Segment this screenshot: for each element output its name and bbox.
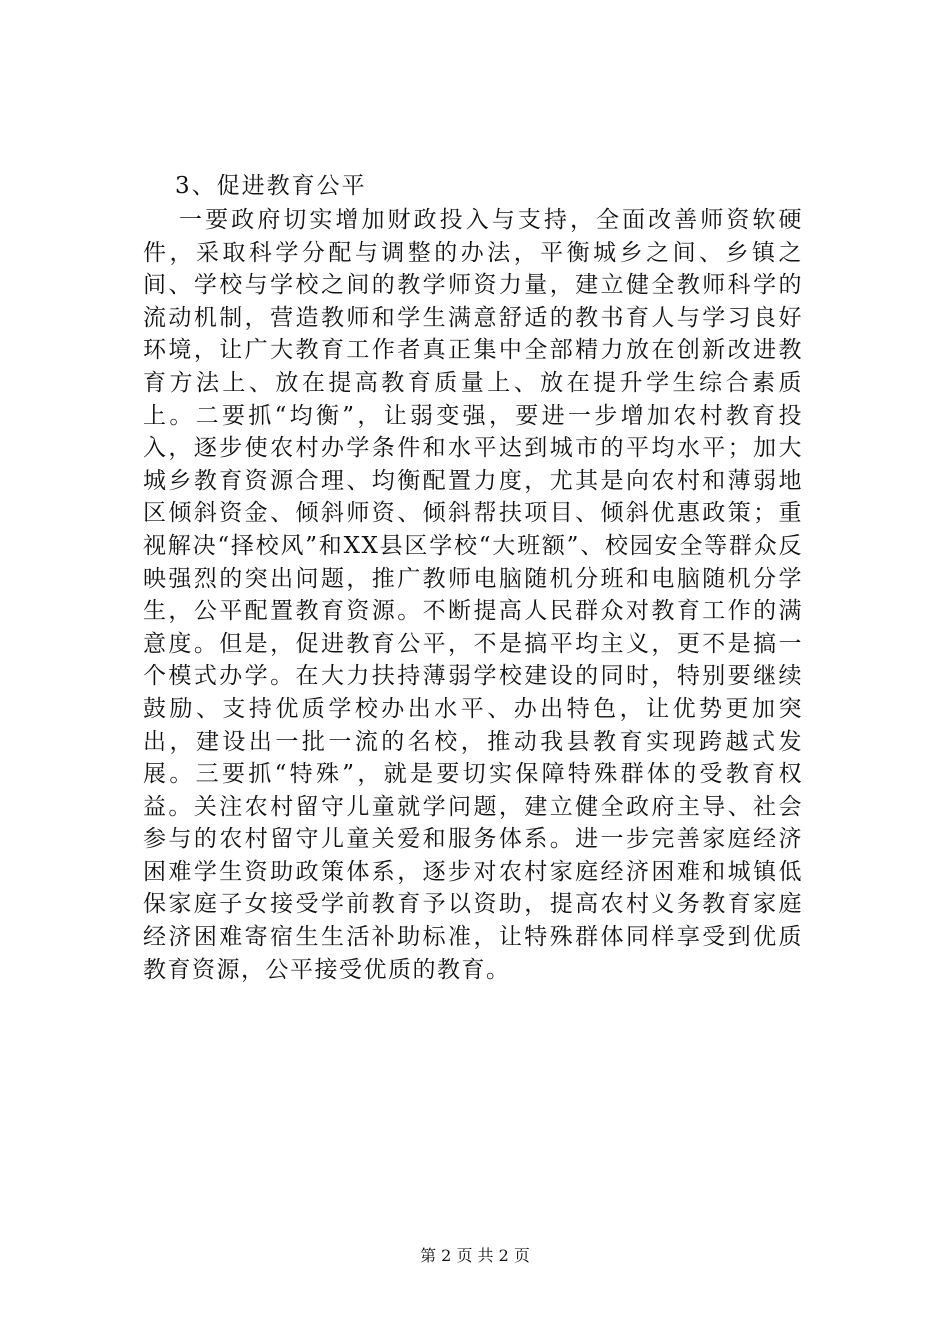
body-paragraph: 一要政府切实增加财政投入与支持，全面改善师资软硬件，采取科学分配与调整的办法，平衡城乡之间、乡镇之间、学校与学校之间的教学师资力量，建立健全教师科学的流动机制，营造教师和学生满意舒适的教书育人与学习良好环境，让广大教育工作者真正集中全部精力放在创新改进教育方法上、放在提高教育质量上、放在提升学生综合素质上。二要抓“均衡”，让弱变强，要进一步增加农村教育投入，逐步使农村办学条件和水平达到城市的平均水平；加大城乡教育资源合理、均衡配置力度，尤其是向农村和薄弱地区倾斜资金、倾斜师资、倾斜帮扶项目、倾斜优惠政策；重视解决“择校风”和XX县区学校“大班额”、校园安全等群众反映强烈的突出问题，推广教师电脑随机分班和电脑随机分学生，公平配置教育资源。不断提高人民群众对教育工作的满意度。但是，促进教育公平，不是搞平均主义，更不是搞一个模式办学。在大力扶持薄弱学校建设的同时，特别要继续鼓励、支持优质学校办出水平、办出特色，让优势更加突出，建设出一批一流的名校，推动我县教育实现跨越式发展。三要抓“特殊”，就是要切实保障特殊群体的受教育权益。关注农村留守儿童就学问题，建立健全政府主导、社会参与的农村留守儿童关爱和服务体系。进一步完善家庭经济困难学生资助政策体系，逐步对农村家庭经济困难和城镇低保家庭子女接受学前教育予以资助，提高农村义务教育家庭经济困难寄宿生生活补助标准，让特殊群体同样享受到优质教育资源，公平接受优质的教育。 bbox=[143, 207, 803, 983]
page-footer: 第 2 页 共 2 页 bbox=[420, 1246, 530, 1265]
section-heading: 3、促进教育公平 bbox=[175, 173, 367, 199]
